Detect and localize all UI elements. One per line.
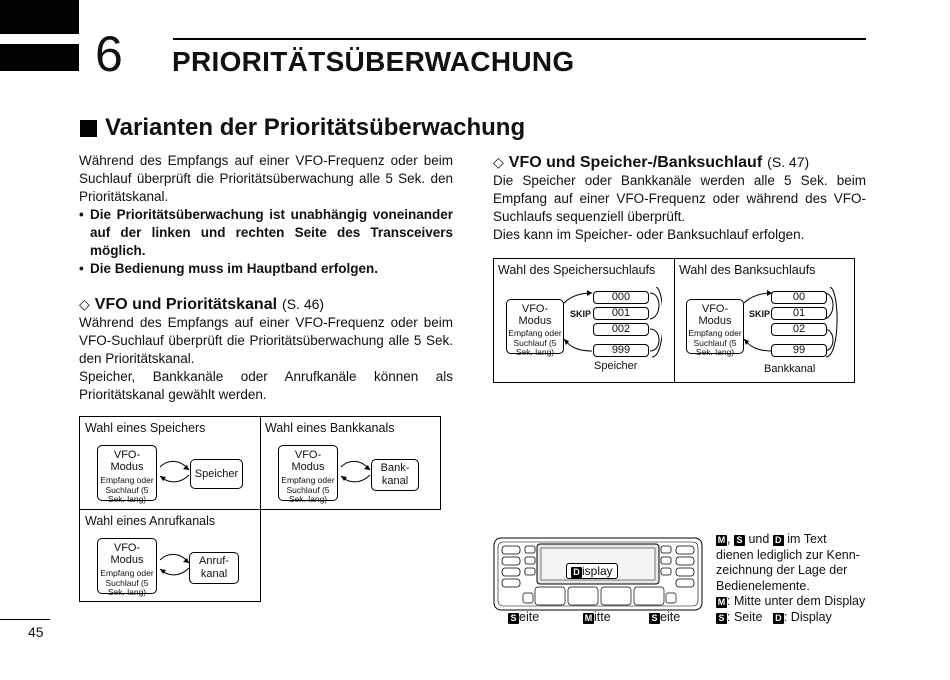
chapter-tab-block	[0, 0, 79, 34]
key-m-icon: M	[717, 535, 726, 545]
divider	[674, 259, 675, 382]
cell-memory	[79, 416, 261, 510]
scan-caption: Bankkanal	[764, 363, 816, 375]
vfo-note: Empfang oder Suchlauf (5 Sek. lang)	[688, 328, 742, 357]
vfo-label: VFO-Modus	[110, 542, 144, 566]
label-text: eite	[519, 610, 540, 624]
channel-box: 002	[593, 323, 649, 336]
scan-diagram	[493, 258, 855, 383]
intro-bullet-text: Die Prioritätsüberwachung ist unabhängig voneinander auf der linken und rechten Seite des Transceivers möglich.	[90, 207, 453, 258]
legend-line: Bedienelemente.	[716, 578, 810, 593]
channel-box: 99	[771, 344, 827, 357]
priority-channel-diagram	[79, 416, 441, 602]
page-number-rule	[0, 619, 50, 620]
paragraph: Die Speicher oder Bankkanäle werden alle 5 Sek. beim Empfang auf einer VFO-Frequenz oder während des VFO-Suchlaufs sequenziell überprüft.	[493, 173, 866, 224]
intro-paragraph: Während des Empfangs auf einer VFO-Frequenz oder beim Suchlauf überprüft die Prioritätsüberwachung alle 5 Sek. den Prioritätskanal.	[79, 153, 453, 204]
square-bullet-icon	[80, 120, 97, 137]
key-d-icon: D	[773, 613, 784, 624]
transceiver-front-panel	[493, 537, 703, 611]
chapter-title: PRIORITÄTSÜBERWACHUNG	[172, 46, 575, 77]
key-d-icon: D	[571, 567, 582, 578]
intro-bullet-text: Die Bedienung muss im Hauptband erfolgen.	[90, 261, 379, 276]
memory-target-box: Speicher	[190, 459, 243, 489]
legend-text: : Display	[783, 609, 832, 624]
seite-right-label	[649, 610, 680, 624]
vfo-memory-body	[493, 172, 866, 244]
channel-box: 001	[593, 307, 649, 320]
mitte-label	[583, 610, 611, 624]
vfo-label: VFO-Modus	[291, 449, 325, 473]
vfo-mode-box	[97, 445, 157, 504]
seite-left-label	[508, 610, 539, 624]
vfo-mode-box	[278, 445, 338, 504]
page-reference: (S. 47)	[767, 154, 810, 170]
key-d-icon: D	[773, 535, 784, 546]
legend-text: : Seite	[727, 609, 763, 624]
key-s-icon: S	[734, 535, 745, 546]
intro-bullet: • Die Prioritätsüberwachung ist unabhängig voneinander auf der linken und rechten Seite des Transceivers möglich.	[79, 207, 453, 258]
subsection-title: VFO und Speicher-/Banksuchlauf	[508, 154, 763, 171]
page-reference: (S. 46)	[282, 296, 325, 312]
cell-label: Wahl des Banksuchlaufs	[679, 263, 816, 277]
scan-caption: Speicher	[594, 360, 638, 372]
key-s-icon: S	[649, 613, 660, 624]
chapter-rule	[173, 38, 866, 40]
legend-text: und	[748, 532, 770, 546]
vfo-note: Empfang oder Suchlauf (5 Sek. lang)	[100, 475, 154, 504]
legend-text: ,	[727, 532, 731, 546]
bank-target-box: Bank-kanal	[371, 459, 419, 491]
cell-label: Wahl eines Speichers	[85, 421, 206, 435]
legend-line	[716, 532, 886, 548]
channel-box: 999	[593, 344, 649, 357]
channel-box: 00	[771, 291, 827, 304]
intro-block	[79, 152, 453, 278]
key-s-icon: S	[716, 613, 727, 624]
legend-line: zeichnung der Lage der	[716, 563, 848, 577]
chapter-number: 6	[95, 26, 123, 82]
label-text: eite	[660, 610, 681, 624]
vfo-label: VFO-Modus	[110, 449, 144, 473]
vfo-label: VFO-Modus	[518, 303, 552, 327]
vfo-note: Empfang oder Suchlauf (5 Sek. lang)	[281, 475, 335, 504]
legend-line	[716, 610, 886, 626]
chapter-tab-block	[0, 44, 79, 71]
vfo-mode-box	[506, 299, 564, 357]
channel-box: 02	[771, 323, 827, 336]
page-number: 45	[28, 624, 44, 640]
vfo-label: VFO-Modus	[698, 303, 732, 327]
subsection-title: VFO und Prioritätskanal	[94, 296, 278, 313]
skip-label: SKIP	[749, 309, 771, 319]
call-target-box: Anruf-kanal	[189, 552, 239, 584]
section-title	[80, 114, 525, 142]
legend-text: im Text	[787, 532, 827, 546]
legend-line: dienen lediglich zur Kenn-	[716, 547, 860, 562]
key-s-icon: S	[508, 613, 519, 624]
diamond-icon: ◇	[493, 154, 504, 170]
paragraph: Während des Empfangs auf einer VFO-Frequenz oder beim VFO-Suchlauf überprüft die Prioritätsüberwachung alle 5 Sek. den Prioritätskanal.	[79, 315, 453, 366]
intro-bullet: • Die Bedienung muss im Hauptband erfolgen.	[79, 261, 379, 276]
vfo-priority-body	[79, 314, 453, 404]
legend-text: : Mitte unter dem Display	[727, 594, 866, 608]
cell-label: Wahl eines Bankkanals	[265, 421, 395, 435]
display-callout-text: isplay	[582, 564, 613, 578]
channel-box: 000	[593, 291, 649, 304]
cell-bank	[260, 416, 441, 510]
key-legend	[716, 532, 886, 625]
diamond-icon: ◇	[79, 296, 90, 312]
vfo-mode-box	[97, 538, 157, 597]
label-text: itte	[594, 610, 611, 624]
paragraph: Dies kann im Speicher- oder Banksuchlauf erfolgen.	[493, 227, 805, 242]
display-callout	[566, 563, 618, 579]
exchange-arrows-icon	[339, 457, 373, 487]
cell-label: Wahl des Speichersuchlaufs	[498, 263, 656, 277]
vfo-note: Empfang oder Suchlauf (5 Sek. lang)	[100, 568, 154, 597]
vfo-note: Empfang oder Suchlauf (5 Sek. lang)	[508, 328, 562, 357]
key-m-icon: M	[584, 613, 593, 623]
subsection-vfo-priority-heading	[79, 294, 324, 315]
legend-line	[716, 594, 886, 610]
vfo-mode-box	[686, 299, 744, 357]
skip-label: SKIP	[570, 309, 592, 319]
channel-box: 01	[771, 307, 827, 320]
exchange-arrows-icon	[158, 457, 192, 487]
exchange-arrows-icon	[158, 550, 192, 580]
key-m-icon: M	[717, 597, 726, 607]
cell-label: Wahl eines Anrufkanals	[85, 514, 216, 528]
section-title-text: Varianten der Prioritätsüberwachung	[105, 114, 526, 141]
paragraph: Speicher, Bankkanäle oder Anrufkanäle können als Prioritätskanal gewählt werden.	[79, 369, 453, 402]
subsection-vfo-memory-heading	[493, 152, 809, 173]
cell-call	[79, 509, 261, 602]
